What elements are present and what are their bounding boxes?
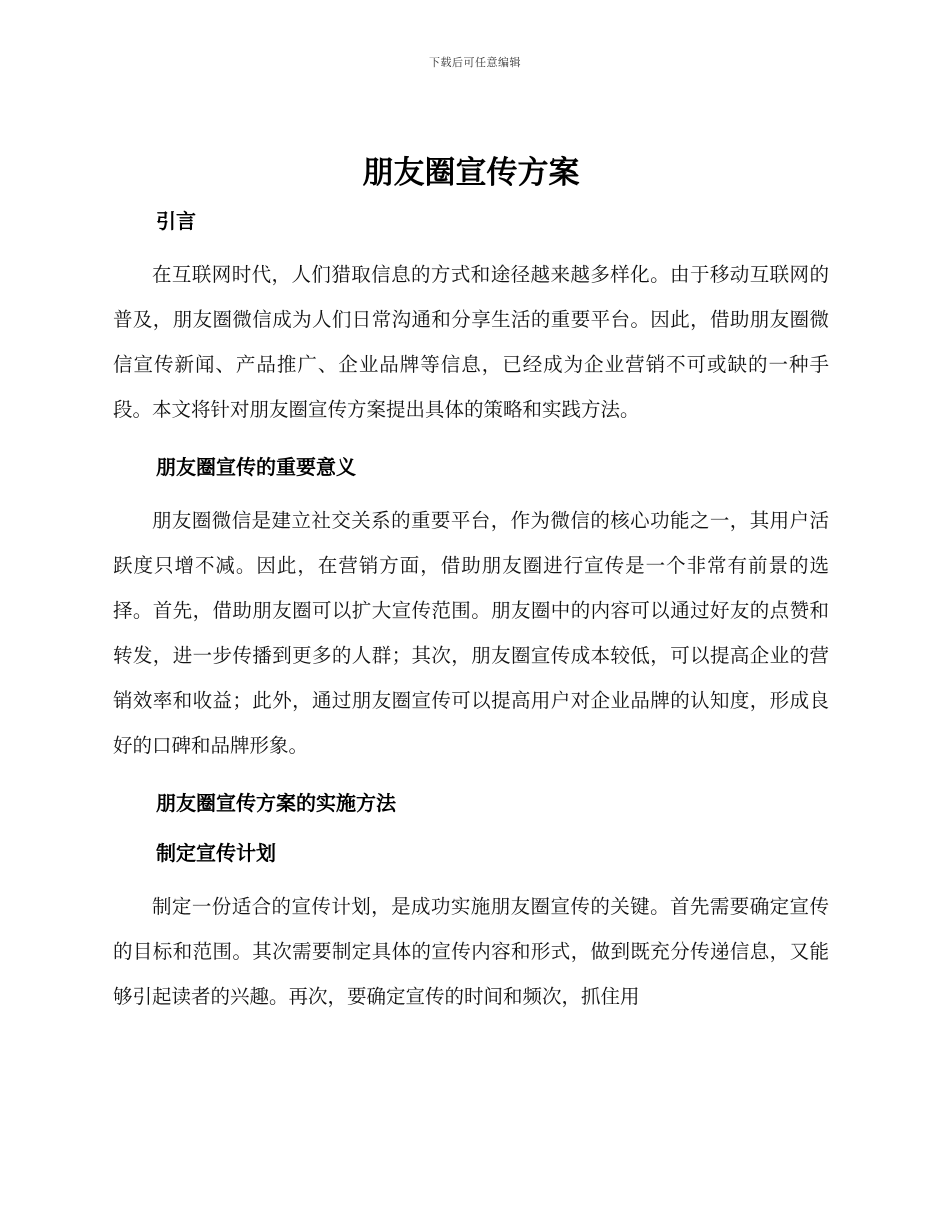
header-note: 下载后可任意编辑 (429, 56, 521, 69)
paragraph-introduction: 在互联网时代，人们猎取信息的方式和途径越来越多样化。由于移动互联网的普及，朋友圈微信成为人们日常沟通和分享生活的重要平台。因此，借助朋友圈微信宣传新闻、产品推广、企业品牌等信息，已经成为企业营销不可或缺的一种手段。本文将针对朋友圈宣传方案提出具体的策略和实践方法。 (113, 263, 829, 421)
section-heading-significance: 朋友圈宣传的重要意义 (156, 455, 356, 479)
section-heading-plan: 制定宣传计划 (156, 841, 276, 865)
paragraph-plan: 制定一份适合的宣传计划，是成功实施朋友圈宣传的关键。首先需要确定宣传的目标和范围。其次需要制定具体的宣传内容和形式，做到既充分传递信息，又能够引起读者的兴趣。再次，要确定宣传的时间和频次，抓住用 (113, 895, 829, 1008)
document-title: 朋友圈宣传方案 (362, 155, 580, 191)
document-body (113, 148, 829, 1031)
section-heading-introduction: 引言 (156, 209, 196, 233)
section-heading-implementation: 朋友圈宣传方案的实施方法 (156, 791, 396, 815)
paragraph-significance: 朋友圈微信是建立社交关系的重要平台，作为微信的核心功能之一，其用户活跃度只增不减。因此，在营销方面，借助朋友圈进行宣传是一个非常有前景的选择。首先，借助朋友圈可以扩大宣传范围。朋友圈中的内容可以通过好友的点赞和转发，进一步传播到更多的人群；其次，朋友圈宣传成本较低，可以提高企业的营销效率和收益；此外，通过朋友圈宣传可以提高用户对企业品牌的认知度，形成良好的口碑和品牌形象。 (113, 509, 829, 757)
